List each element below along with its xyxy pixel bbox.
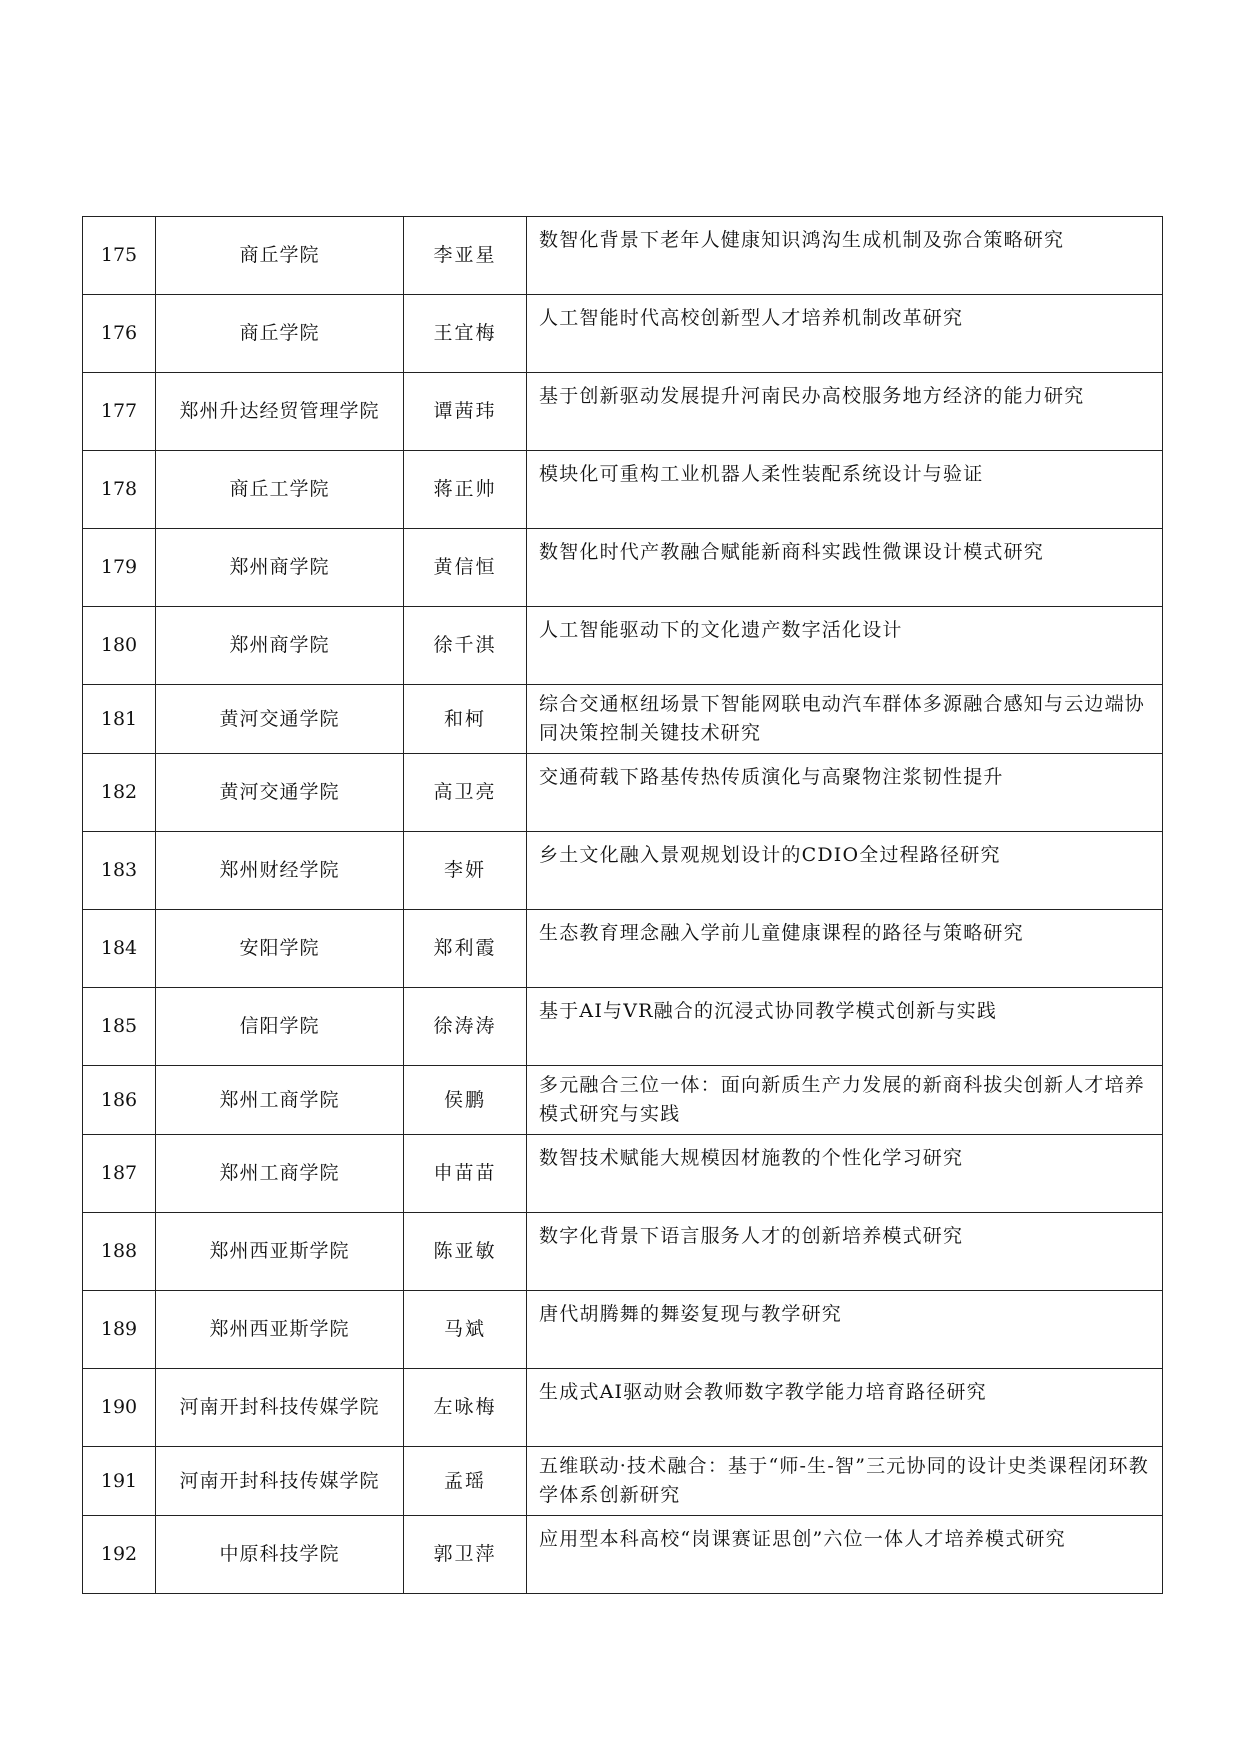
row-number: 175 [83,217,156,295]
table-row [83,1291,1163,1369]
table-row [83,373,1163,451]
applicant-name: 黄信恒 [404,529,527,607]
school-name: 郑州工商学院 [156,1066,404,1135]
applicant-name: 申苗苗 [404,1135,527,1213]
school-name: 商丘学院 [156,217,404,295]
school-name: 黄河交通学院 [156,685,404,754]
row-number: 190 [83,1369,156,1447]
school-name: 郑州商学院 [156,607,404,685]
table-row [83,988,1163,1066]
school-name: 河南开封科技传媒学院 [156,1447,404,1516]
school-name: 郑州升达经贸管理学院 [156,373,404,451]
row-number: 179 [83,529,156,607]
project-title: 数智化时代产教融合赋能新商科实践性微课设计模式研究 [527,529,1163,607]
project-title: 数字化背景下语言服务人才的创新培养模式研究 [527,1213,1163,1291]
applicant-name: 左咏梅 [404,1369,527,1447]
row-number: 187 [83,1135,156,1213]
row-number: 191 [83,1447,156,1516]
project-title: 人工智能时代高校创新型人才培养机制改革研究 [527,295,1163,373]
table-row [83,451,1163,529]
school-name: 商丘学院 [156,295,404,373]
project-title: 基于AI与VR融合的沉浸式协同教学模式创新与实践 [527,988,1163,1066]
row-number: 178 [83,451,156,529]
row-number: 189 [83,1291,156,1369]
school-name: 郑州西亚斯学院 [156,1213,404,1291]
table-row [83,754,1163,832]
applicant-name: 徐千淇 [404,607,527,685]
applicant-name: 高卫亮 [404,754,527,832]
row-number: 185 [83,988,156,1066]
project-title: 五维联动·技术融合：基于“师-生-智”三元协同的设计史类课程闭环教学体系创新研究 [527,1447,1163,1516]
row-number: 184 [83,910,156,988]
table-row [83,1369,1163,1447]
table-row [83,1213,1163,1291]
project-title: 基于创新驱动发展提升河南民办高校服务地方经济的能力研究 [527,373,1163,451]
table-row [83,1516,1163,1594]
row-number: 183 [83,832,156,910]
row-number: 181 [83,685,156,754]
applicant-name: 郭卫萍 [404,1516,527,1594]
applicant-name: 马斌 [404,1291,527,1369]
table-row [83,910,1163,988]
row-number: 177 [83,373,156,451]
row-number: 186 [83,1066,156,1135]
project-title: 生态教育理念融入学前儿童健康课程的路径与策略研究 [527,910,1163,988]
table-row [83,607,1163,685]
row-number: 188 [83,1213,156,1291]
applicant-name: 陈亚敏 [404,1213,527,1291]
school-name: 郑州财经学院 [156,832,404,910]
school-name: 郑州工商学院 [156,1135,404,1213]
applicant-name: 郑利霞 [404,910,527,988]
project-list-body [83,217,1163,1594]
applicant-name: 徐涛涛 [404,988,527,1066]
table-row [83,529,1163,607]
table-row [83,685,1163,754]
school-name: 商丘工学院 [156,451,404,529]
project-title: 乡土文化融入景观规划设计的CDIO全过程路径研究 [527,832,1163,910]
table-row [83,1135,1163,1213]
project-title: 数智技术赋能大规模因材施教的个性化学习研究 [527,1135,1163,1213]
row-number: 182 [83,754,156,832]
applicant-name: 和柯 [404,685,527,754]
school-name: 安阳学院 [156,910,404,988]
table-row [83,1447,1163,1516]
applicant-name: 孟瑶 [404,1447,527,1516]
applicant-name: 蒋正帅 [404,451,527,529]
project-title: 综合交通枢纽场景下智能网联电动汽车群体多源融合感知与云边端协同决策控制关键技术研究 [527,685,1163,754]
table-row [83,832,1163,910]
row-number: 192 [83,1516,156,1594]
row-number: 180 [83,607,156,685]
project-title: 数智化背景下老年人健康知识鸿沟生成机制及弥合策略研究 [527,217,1163,295]
project-title: 多元融合三位一体：面向新质生产力发展的新商科拔尖创新人才培养模式研究与实践 [527,1066,1163,1135]
school-name: 信阳学院 [156,988,404,1066]
project-title: 唐代胡腾舞的舞姿复现与教学研究 [527,1291,1163,1369]
project-title: 模块化可重构工业机器人柔性装配系统设计与验证 [527,451,1163,529]
applicant-name: 李妍 [404,832,527,910]
project-title: 应用型本科高校“岗课赛证思创”六位一体人才培养模式研究 [527,1516,1163,1594]
applicant-name: 王宜梅 [404,295,527,373]
table-row [83,217,1163,295]
school-name: 河南开封科技传媒学院 [156,1369,404,1447]
school-name: 黄河交通学院 [156,754,404,832]
row-number: 176 [83,295,156,373]
project-title: 人工智能驱动下的文化遗产数字活化设计 [527,607,1163,685]
school-name: 郑州西亚斯学院 [156,1291,404,1369]
applicant-name: 侯鹏 [404,1066,527,1135]
project-title: 交通荷载下路基传热传质演化与高聚物注浆韧性提升 [527,754,1163,832]
table-row [83,1066,1163,1135]
school-name: 中原科技学院 [156,1516,404,1594]
project-list-table [82,216,1163,1594]
school-name: 郑州商学院 [156,529,404,607]
project-title: 生成式AI驱动财会教师数字教学能力培育路径研究 [527,1369,1163,1447]
applicant-name: 李亚星 [404,217,527,295]
applicant-name: 谭茜玮 [404,373,527,451]
table-row [83,295,1163,373]
